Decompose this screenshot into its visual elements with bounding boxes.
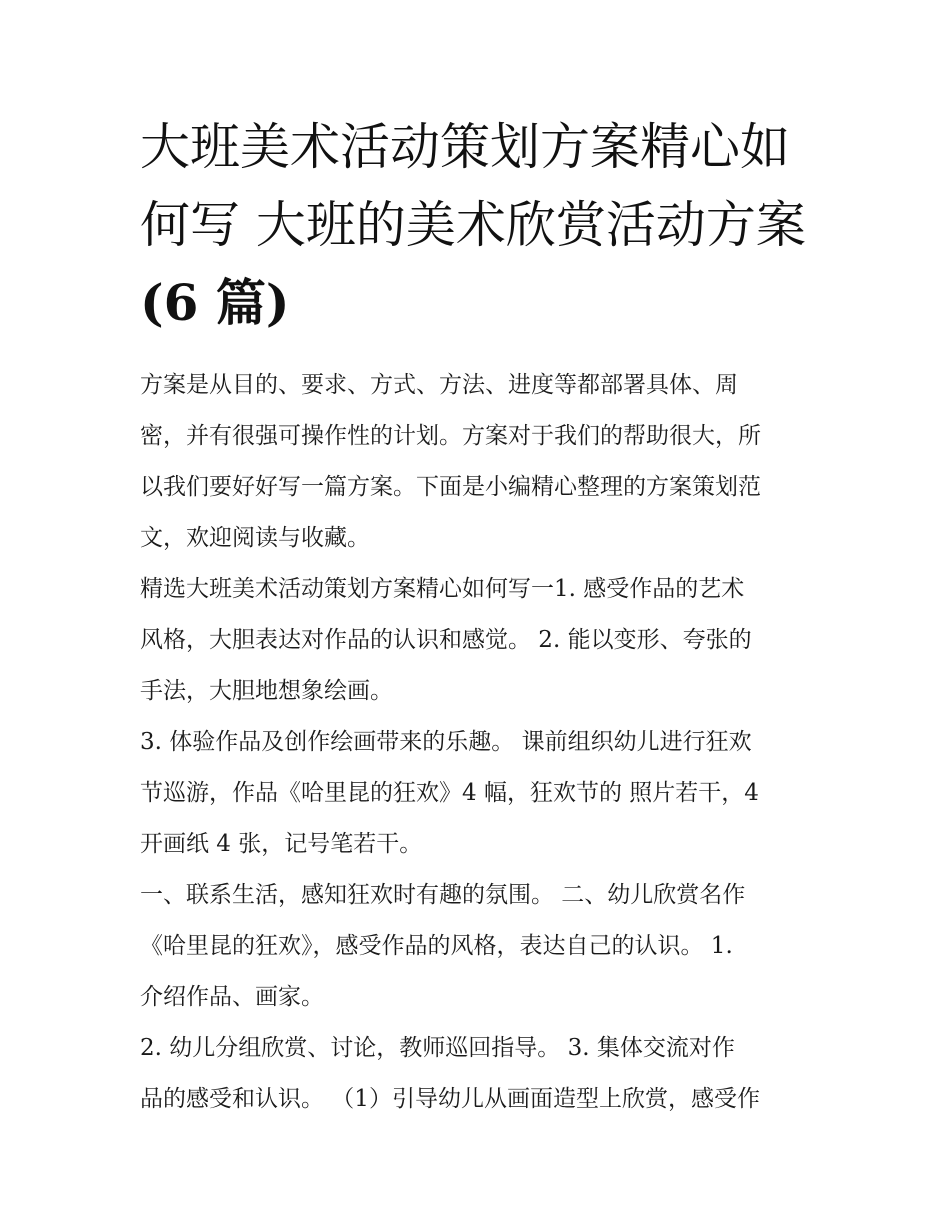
text-line: 精选大班美术活动策划方案精心如何写一1. 感受作品的艺术 bbox=[140, 576, 745, 602]
paragraph-intro bbox=[140, 360, 820, 564]
document-body bbox=[140, 360, 820, 1125]
text-line: 3. 体验作品及创作绘画带来的乐趣。 课前组织幼儿进行狂欢 bbox=[140, 729, 752, 755]
paragraph-preparation bbox=[140, 717, 820, 870]
paragraph-goals bbox=[140, 564, 820, 717]
text-line: 节巡游，作品《哈里昆的狂欢》4 幅，狂欢节的 照片若干，4 bbox=[140, 780, 759, 806]
text-line: 密，并有很强可操作性的计划。方案对于我们的帮助很大，所 bbox=[140, 423, 761, 449]
document-title bbox=[140, 108, 820, 342]
text-line: 开画纸 4 张，记号笔若干。 bbox=[140, 831, 423, 857]
title-line: 大班美术活动策划方案精心如 bbox=[140, 118, 790, 176]
title-line: 何写 大班的美术欣赏活动方案 bbox=[140, 196, 806, 254]
document-content bbox=[140, 108, 820, 1125]
text-line: 风格，大胆表达对作品的认识和感觉。 2. 能以变形、夸张的 bbox=[140, 627, 752, 653]
title-line: (6 篇) bbox=[140, 273, 290, 332]
text-line: 手法，大胆地想象绘画。 bbox=[140, 678, 393, 704]
text-line: 一、联系生活，感知狂欢时有趣的氛围。 二、幼儿欣赏名作 bbox=[140, 882, 746, 908]
text-line: 《哈里昆的狂欢》，感受作品的风格，表达自己的认识。 1. bbox=[140, 933, 733, 959]
text-line: 介绍作品、画家。 bbox=[140, 984, 324, 1010]
text-line: 2. 幼儿分组欣赏、讨论，教师巡回指导。 3. 集体交流对作 bbox=[140, 1035, 735, 1061]
text-line: 文，欢迎阅读与收藏。 bbox=[140, 525, 370, 551]
text-line: 方案是从目的、要求、方式、方法、进度等都部署具体、周 bbox=[140, 372, 738, 398]
paragraph-process-2 bbox=[140, 1023, 820, 1125]
text-line: 以我们要好好写一篇方案。下面是小编精心整理的方案策划范 bbox=[140, 474, 761, 500]
text-line: 品的感受和认识。 （1）引导幼儿从画面造型上欣赏，感受作 bbox=[140, 1086, 760, 1112]
paragraph-process-1 bbox=[140, 870, 820, 1023]
